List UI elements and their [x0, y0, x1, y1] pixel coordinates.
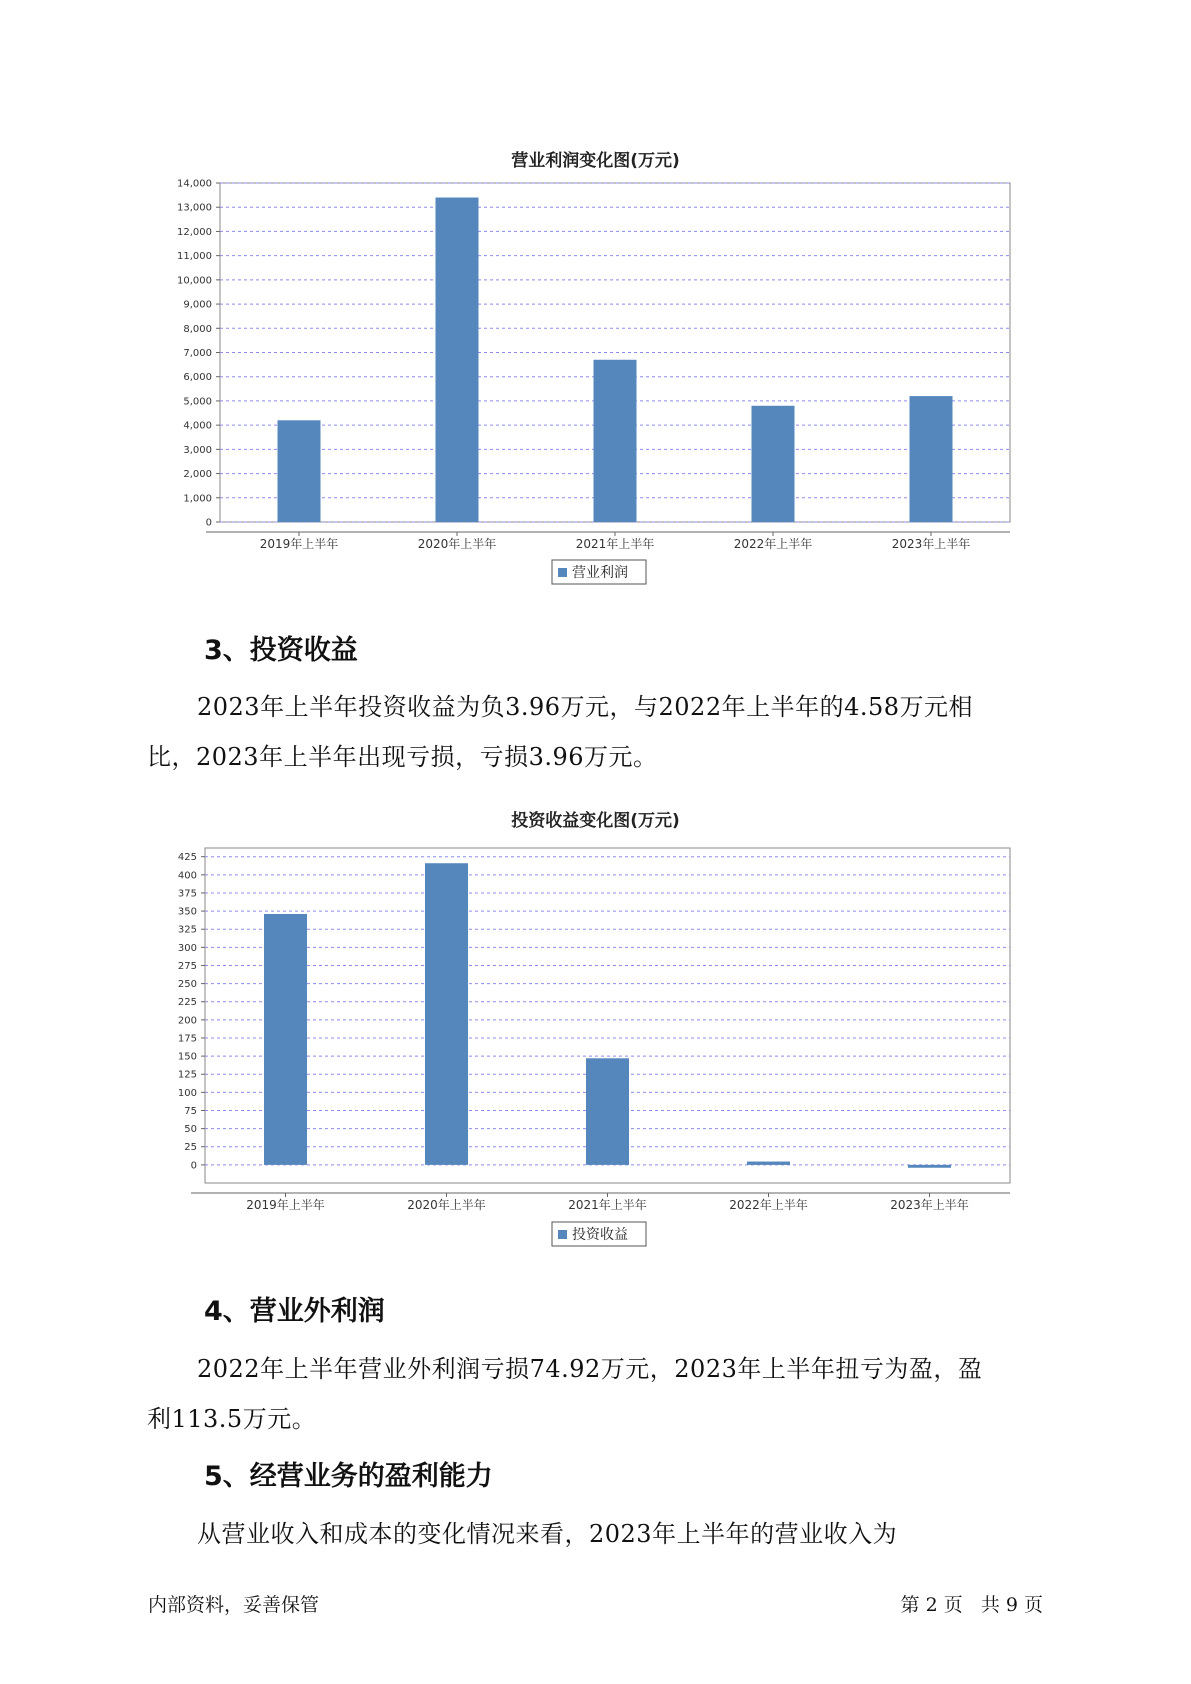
legend-label: 投资收益: [572, 1227, 628, 1243]
chart-title: 投资收益变化图(万元): [511, 811, 680, 831]
x-tick-label: 2022年上半年: [729, 1198, 808, 1212]
y-tick-label: 250: [177, 979, 197, 991]
y-tick-label: 2,000: [183, 469, 212, 481]
section-heading: 5、经营业务的盈利能力: [204, 1461, 493, 1492]
paragraph-line: 2023年上半年投资收益为负3.96万元，与2022年上半年的4.58万元相: [197, 693, 974, 721]
y-tick-label: 350: [177, 906, 197, 918]
x-tick-label: 2023年上半年: [890, 1198, 969, 1212]
investment-income-chart: [0, 838, 1191, 1258]
bar: [594, 360, 637, 522]
y-tick-label: 3,000: [183, 444, 212, 456]
paragraph-line: 比，2023年上半年出现亏损，亏损3.96万元。: [147, 743, 658, 771]
bar: [910, 396, 953, 522]
y-tick-label: 425: [177, 852, 197, 864]
y-tick-label: 300: [177, 942, 197, 954]
x-tick-label: 2019年上半年: [259, 537, 339, 551]
operating-profit-chart: [0, 170, 1191, 590]
y-tick-label: 0: [190, 1160, 197, 1172]
y-tick-label: 375: [177, 888, 197, 900]
y-tick-label: 400: [177, 870, 197, 882]
section-paragraph: [147, 682, 1057, 782]
x-tick-label: 2020年上半年: [417, 537, 497, 551]
paragraph-line: 从营业收入和成本的变化情况来看，2023年上半年的营业收入为: [197, 1520, 898, 1548]
section-heading: 3、投资收益: [204, 635, 358, 666]
y-tick-label: 225: [177, 997, 197, 1009]
bar: [752, 406, 795, 522]
y-tick-label: 8,000: [183, 323, 212, 335]
bar: [908, 1165, 951, 1168]
y-tick-label: 13,000: [177, 202, 212, 214]
y-tick-label: 150: [177, 1051, 197, 1063]
y-tick-label: 1,000: [183, 493, 212, 505]
x-tick-label: 2020年上半年: [407, 1198, 486, 1212]
y-tick-label: 25: [184, 1142, 197, 1154]
y-tick-label: 6,000: [183, 372, 212, 384]
legend-label: 营业利润: [572, 565, 628, 581]
y-tick-label: 275: [177, 960, 197, 972]
y-tick-label: 50: [184, 1124, 197, 1136]
section-heading: 4、营业外利润: [204, 1296, 385, 1327]
section-paragraph: [147, 1344, 1057, 1444]
y-tick-label: 14,000: [177, 178, 212, 190]
bar: [425, 863, 468, 1165]
bar: [264, 914, 307, 1165]
y-tick-label: 10,000: [177, 275, 212, 287]
x-tick-label: 2023年上半年: [891, 537, 971, 551]
x-tick-label: 2019年上半年: [246, 1198, 325, 1212]
y-tick-label: 175: [177, 1033, 197, 1045]
section-paragraph: [147, 1509, 1057, 1559]
paragraph-line: 利113.5万元。: [147, 1405, 317, 1433]
y-tick-label: 75: [184, 1105, 197, 1117]
legend-swatch: [558, 568, 567, 577]
y-tick-label: 125: [177, 1069, 197, 1081]
bar: [586, 1058, 629, 1165]
y-tick-label: 100: [177, 1087, 197, 1099]
y-tick-label: 325: [177, 924, 197, 936]
y-tick-label: 200: [177, 1015, 197, 1027]
y-tick-label: 0: [205, 517, 212, 529]
y-tick-label: 4,000: [183, 420, 212, 432]
bar: [747, 1162, 790, 1165]
chart-title: 营业利润变化图(万元): [511, 151, 680, 171]
footer-confidential-note: 内部资料，妥善保管: [148, 1594, 320, 1616]
y-tick-label: 5,000: [183, 396, 212, 408]
x-tick-label: 2022年上半年: [733, 537, 813, 551]
y-tick-label: 11,000: [177, 251, 212, 263]
y-tick-label: 9,000: [183, 299, 212, 311]
x-tick-label: 2021年上半年: [575, 537, 655, 551]
x-tick-label: 2021年上半年: [568, 1198, 647, 1212]
bar: [436, 198, 479, 522]
legend-swatch: [558, 1230, 567, 1239]
y-tick-label: 12,000: [177, 226, 212, 238]
paragraph-line: 2022年上半年营业外利润亏损74.92万元，2023年上半年扭亏为盈，盈: [197, 1355, 983, 1383]
bar: [278, 420, 321, 522]
y-tick-label: 7,000: [183, 348, 212, 359]
footer-page-number: 第 2 页 共 9 页: [900, 1594, 1043, 1616]
